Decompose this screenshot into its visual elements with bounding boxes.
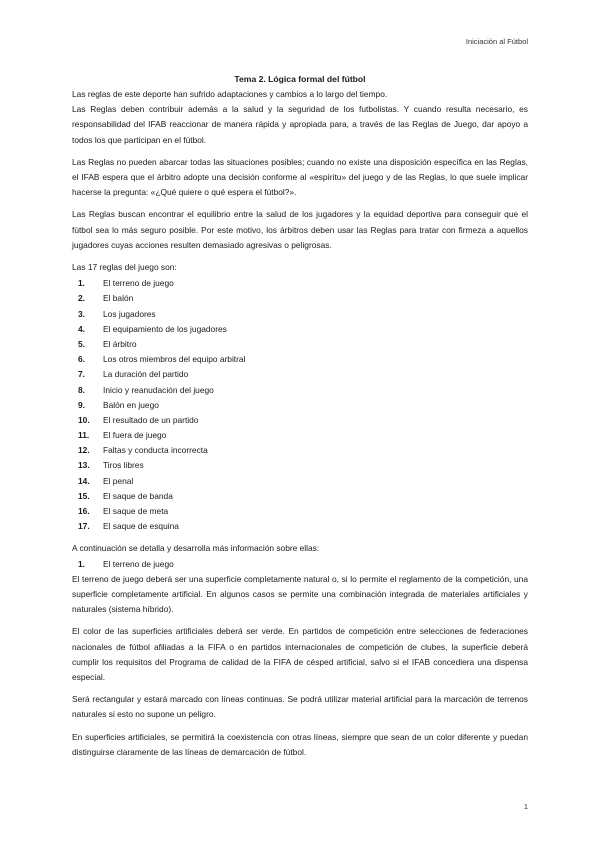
subsection-heading [72,557,528,572]
list-item-number: 12. [78,445,90,456]
list-item-label: El fuera de juego [103,430,167,441]
paragraph-lines: En superficies artificiales, se permitirá la coexistencia con otras líneas, siempre que sean de un color diferente y puedan distinguirse claramente de las líneas de demarcación de fútbol. [72,731,528,757]
list-item-label: Tiros libres [103,460,144,471]
list-item [72,458,528,473]
details-intro: A continuación se detalla y desarrolla más información sobre ellas: [72,543,320,554]
list-item [72,428,528,443]
page-number: 1 [523,802,528,811]
list-item-number: 7. [78,369,85,380]
paragraph-balance: Las Reglas buscan encontrar el equilibrio entre la salud de los jugadores y la equidad deportiva para conseguir que el fútbol sea lo más seguro posible. Por este motivo, los árbitros deben usar las Reglas para tratar con firmeza a aquellos jugadores cuyas acciones resulten demasiado agresivas o peligrosas. [72,209,528,250]
list-item-number: 14. [78,475,90,486]
list-item [72,291,528,306]
list-item [72,474,528,489]
list-item-number: 11. [78,430,90,441]
list-item-label: El saque de meta [103,506,169,517]
list-item-label: El saque de esquina [103,521,179,532]
paragraph-health: Las Reglas deben contribuir además a la salud y la seguridad de los futbolistas. Y cuando resulta necesario, es responsabilidad del IFAB reaccionar de manera rápida y apropiada para, a través de las Reglas de Juego, dar apoyo a todos los que participan en el fútbol. [72,104,528,145]
list-item-label: Inicio y reanudación del juego [103,384,214,395]
list-item-number: 1. [78,278,85,289]
list-item-label: Balón en juego [103,399,159,410]
list-item [72,352,528,367]
list-item-number: 5. [78,338,85,349]
list-item [72,276,528,291]
list-item-number: 9. [78,399,85,410]
paragraph-artificial-color: El color de las superficies artificiales deberá ser verde. En partidos de competición entre selecciones de federaciones nacionales de fútbol afiliadas a la FIFA o en partidos internacionales de competición de clubes, la superficie deberá cumplir los requisitos del Programa de calidad de la FIFA de césped artificial, salvo si el IFAB concediera una dispensa especial. [72,626,528,683]
list-item-label: El equipamiento de los jugadores [103,323,227,334]
list-item-label: Faltas y conducta incorrecta [103,445,208,456]
paragraph-spirit: Las Reglas no pueden abarcar todas las situaciones posibles; cuando no existe una disposición específica en las Reglas, el IFAB espera que el árbitro adopte una decisión conforme al «espíritu» del juego y de las Reglas, lo que suele implicar hacerse la pregunta: «¿Qué quiere o qué espera el fútbol?». [72,156,528,198]
list-item [72,367,528,382]
list-item-label: Los otros miembros del equipo arbitral [103,354,246,365]
running-header: Iniciación al Fútbol [465,37,528,46]
list-item [72,519,528,534]
list-item-number: 2. [78,293,85,304]
subsection-number: 1. [78,558,85,569]
subsection-label: El terreno de juego [103,558,174,569]
list-item [72,504,528,519]
list-item [72,307,528,322]
paragraph-surface: El terreno de juego deberá ser una superficie completamente natural o, si lo permite el reglamento de la competición, una superficie completamente artificial. En algunos casos se permite una combinación integrada de materiales artificiales y naturales (sistema híbrido). [72,573,528,615]
paragraph-rectangular: Será rectangular y estará marcado con líneas continuas. Se podrá utilizar material artificial para la marcación de terrenos naturales si esto no supone un peligro. [72,694,528,720]
list-item-number: 6. [78,354,85,365]
list-item-number: 3. [78,308,85,319]
list-item-number: 16. [78,506,90,517]
list-item [72,322,528,337]
list-item-label: El terreno de juego [103,278,174,289]
list-item-label: Los jugadores [103,308,156,319]
rules-list-intro: Las 17 reglas del juego son: [72,262,177,273]
list-item-label: El saque de banda [103,490,173,501]
page-title: Tema 2. Lógica formal del fútbol [234,74,366,84]
list-item [72,398,528,413]
list-item-label: La duración del partido [103,369,189,380]
list-item [72,413,528,428]
list-item-number: 10. [78,414,90,425]
list-item [72,489,528,504]
list-item [72,443,528,458]
list-item-number: 8. [78,384,85,395]
paragraph-intro: Las reglas de este deporte han sufrido adaptaciones y cambios a lo largo del tiempo. [72,89,388,99]
list-item-number: 17. [78,521,90,532]
list-item-number: 4. [78,323,85,334]
document-body [72,87,528,760]
list-item-label: El penal [103,475,134,486]
list-item-number: 13. [78,460,90,471]
list-item [72,337,528,352]
list-item-label: El resultado de un partido [103,414,199,425]
list-item [72,383,528,398]
list-item-label: El árbitro [103,338,137,349]
rules-list [72,276,528,534]
list-item-number: 15. [78,490,90,501]
list-item-label: El balón [103,293,134,304]
